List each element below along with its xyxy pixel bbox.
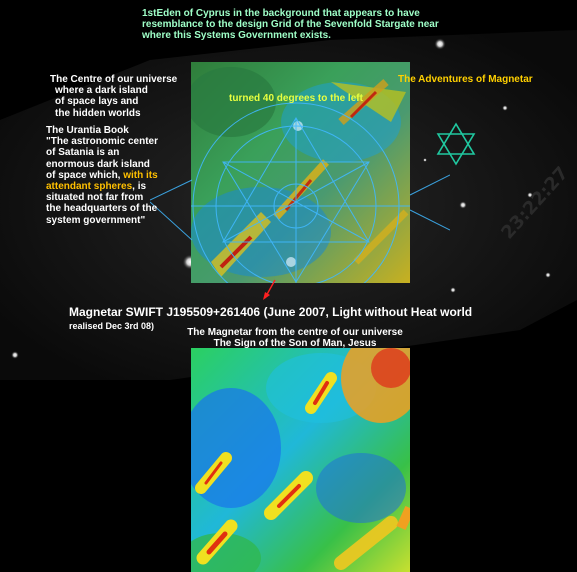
urantia-line-4 xyxy=(46,170,158,181)
urantia-line-7: the headquarters of the xyxy=(46,203,158,215)
centre-line-3: of space lays and xyxy=(55,96,139,108)
urantia-line-2: of Satania is an xyxy=(46,147,120,159)
urantia-highlight-2: attendant spheres xyxy=(46,180,133,192)
urantia-quote xyxy=(46,125,158,226)
centre-line-2: where a dark island xyxy=(55,85,148,97)
grid-extension-lines xyxy=(150,120,450,300)
urantia-line-1: "The astronomic center xyxy=(46,136,158,148)
adventures-label: The Adventures of Magnetar xyxy=(398,74,533,85)
header-line-2: resemblance to the design Grid of the Sevenfold Stargate near xyxy=(142,19,439,31)
urantia-title: The Urantia Book xyxy=(46,125,129,136)
bottom-caption-line-1: The Magnetar from the centre of our universe xyxy=(187,327,403,338)
urantia-line-6: situated not far from xyxy=(46,192,144,204)
urantia-line-5-end: , is xyxy=(132,180,147,192)
centre-line-1: The Centre of our universe xyxy=(50,74,178,85)
bottom-caption-line-2: The Sign of the Son of Man, Jesus xyxy=(213,338,377,350)
urantia-line-3: enormous dark island xyxy=(46,158,150,170)
centre-line-4: the hidden worlds xyxy=(55,107,141,119)
header-line-1: 1stEden of Cyprus in the background that appears to have xyxy=(142,8,420,19)
urantia-line-4-text: of space which, xyxy=(46,169,121,181)
urantia-line-8: system government" xyxy=(46,214,146,226)
header-text xyxy=(142,8,439,42)
magnetar-subtitle: realised Dec 3rd 08) xyxy=(69,321,155,332)
magnetar-map-image xyxy=(191,348,410,572)
bottom-caption xyxy=(180,327,410,349)
rotation-label: turned 40 degrees to the left xyxy=(229,93,363,104)
urantia-line-5 xyxy=(46,181,158,192)
header-line-3: where this Systems Government exists. xyxy=(142,30,331,42)
magnetar-title-line: Magnetar SWIFT J195509+261406 (June 2007, Light without Heat world xyxy=(69,305,473,319)
timestamp: 23:22:27 xyxy=(497,162,573,244)
urantia-highlight-1: with its xyxy=(123,169,158,181)
centre-note xyxy=(50,74,177,119)
